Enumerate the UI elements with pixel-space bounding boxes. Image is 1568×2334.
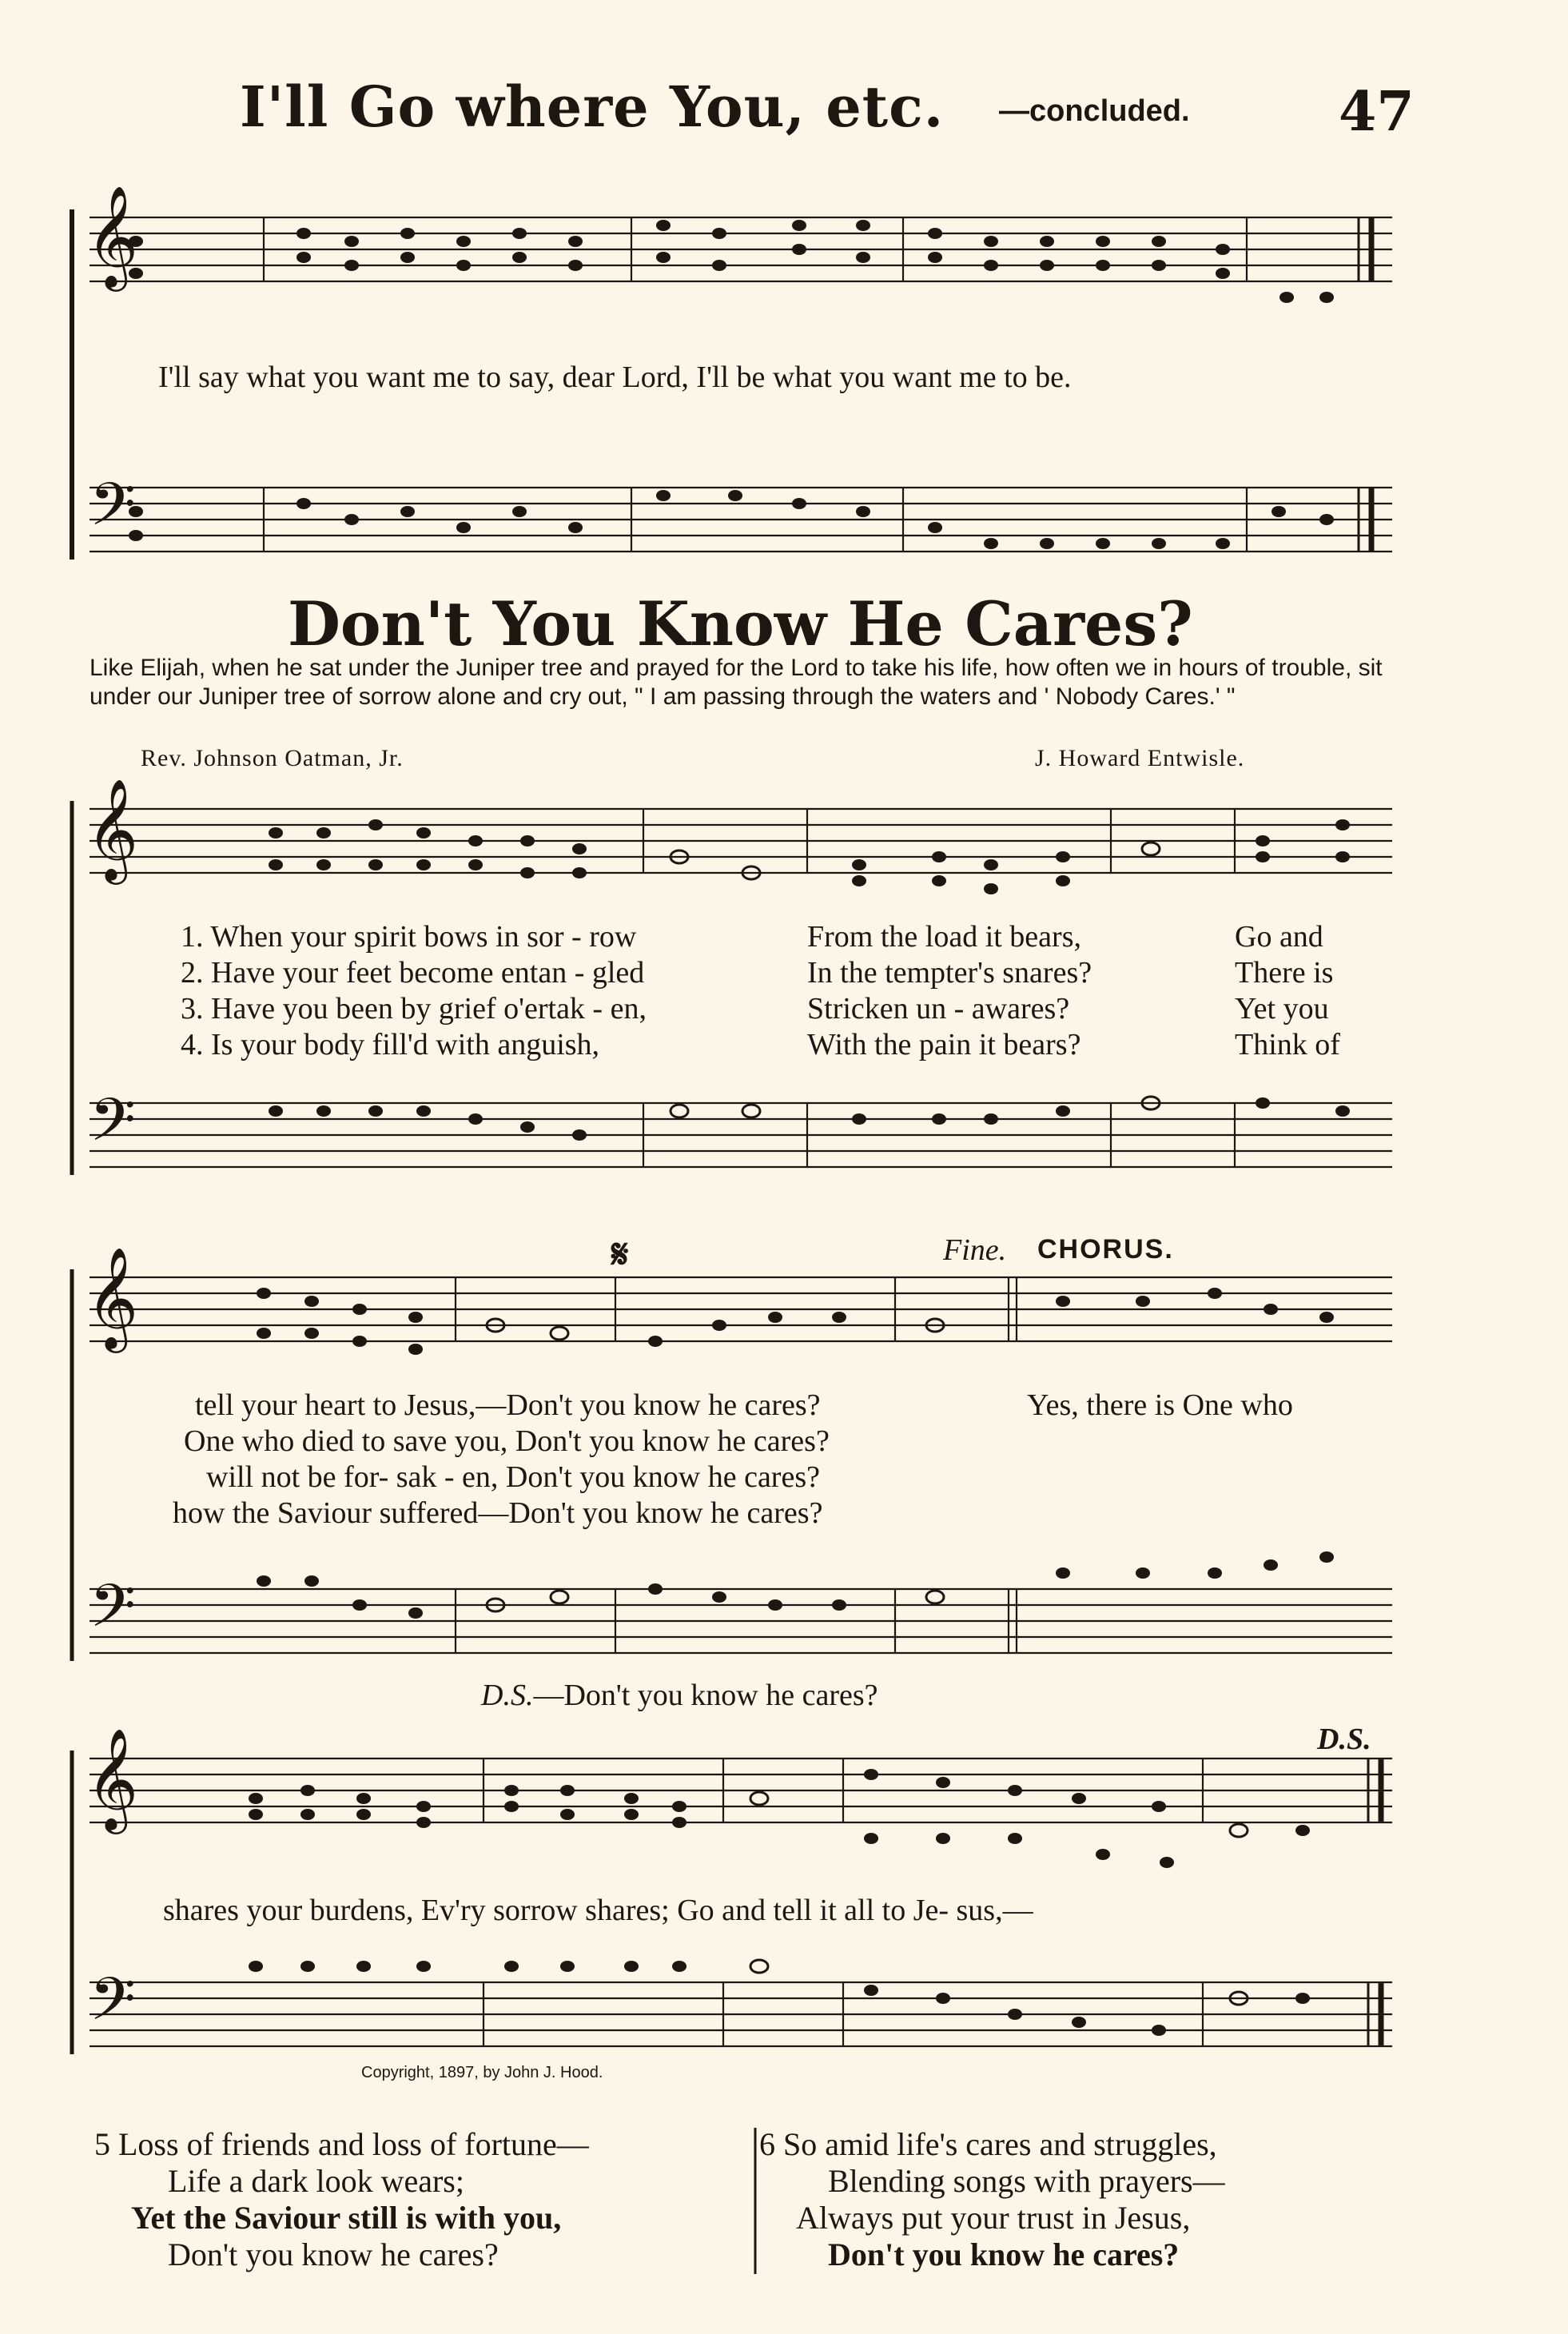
staff-system-2-treble xyxy=(90,1277,1392,1341)
bass-clef-2: 𝄢 xyxy=(90,1571,136,1655)
words-credit: Rev. Johnson Oatman, Jr. xyxy=(141,745,404,771)
verse-line: Go and xyxy=(1235,920,1323,954)
verse-line: Think of xyxy=(1235,1028,1340,1061)
bass-clef-1: 𝄢 xyxy=(90,1085,136,1169)
stanza-line: Blending songs with prayers— xyxy=(828,2163,1225,2199)
verse-line: 2. Have your feet become entan - gled xyxy=(181,956,645,990)
page-number: 47 xyxy=(1339,80,1415,144)
treble-clef-0: 𝄞 xyxy=(86,185,139,287)
stanza-line: Life a dark look wears; xyxy=(168,2163,464,2199)
verse-lines-col2 xyxy=(807,919,1092,1063)
stanza-6 xyxy=(759,2126,1225,2273)
chorus-start-lyric: Yes, there is One who xyxy=(1027,1388,1293,1422)
verse-line: With the pain it bears? xyxy=(807,1028,1081,1061)
verse-line: tell your heart to Jesus,—Don't you know he cares? xyxy=(195,1388,821,1422)
fine-marking: Fine. xyxy=(943,1233,1007,1267)
bass-clef-0: 𝄢 xyxy=(90,470,136,554)
stanza-line: Don't you know he cares? xyxy=(828,2236,1180,2272)
stanza-line: Always put your trust in Jesus, xyxy=(796,2200,1191,2236)
verse-line: In the tempter's snares? xyxy=(807,956,1092,990)
verse-line: will not be for- sak - en, Don't you know he cares? xyxy=(206,1460,820,1494)
treble-clef-3: 𝄞 xyxy=(86,1727,139,1830)
verse-lines-col3 xyxy=(1235,919,1340,1063)
chorus-label: CHORUS. xyxy=(1037,1234,1174,1265)
stanza-number: 5 xyxy=(94,2126,110,2162)
page-header-suffix: —concluded. xyxy=(999,94,1190,128)
verse-line: Yet you xyxy=(1235,992,1329,1026)
copyright-notice: Copyright, 1897, by John J. Hood. xyxy=(361,2064,603,2081)
prev-song-lyric: I'll say what you want me to say, dear Lord, I'll be what you want me to be. xyxy=(158,360,1072,394)
page-header-title: I'll Go where You, etc. xyxy=(240,74,945,140)
verse-line: 1. When your spirit bows in sor - row xyxy=(181,920,637,954)
ds-end-marking: D.S. xyxy=(1317,1723,1371,1756)
verse-line: 3. Have you been by grief o'ertak - en, xyxy=(181,992,647,1026)
verse-line: One who died to save you, Don't you know he cares? xyxy=(184,1424,830,1458)
verse-line: From the load it bears, xyxy=(807,920,1081,954)
song-intro-note: Like Elijah, when he sat under the Juniper tree and prayed for the Lord to take his life, how often we in hours of trouble, sit under our Juniper tree of sorrow alone and cry out, " I am passing through the waters and ' Nobody Cares.' " xyxy=(90,655,1383,710)
ds-line xyxy=(481,1677,878,1713)
segno-sign: 𝄋 xyxy=(611,1231,629,1277)
stanza-5 xyxy=(94,2126,589,2273)
ds-line-text: —Don't you know he cares? xyxy=(533,1679,878,1712)
bass-clef-3: 𝄢 xyxy=(90,1965,136,2049)
stanza-line: So amid life's cares and struggles, xyxy=(783,2126,1217,2162)
treble-clef-2: 𝄞 xyxy=(86,1246,139,1348)
staff-system-3-treble xyxy=(90,1758,1392,1822)
stanza-line: Don't you know he cares? xyxy=(168,2236,499,2272)
song-title: Don't You Know He Cares? xyxy=(288,588,1193,659)
stanza-line: Loss of friends and loss of fortune— xyxy=(118,2126,589,2162)
verse-line: how the Saviour suffered—Don't you know he cares? xyxy=(173,1496,823,1530)
verse-lines-col1 xyxy=(181,919,647,1063)
ds-line-label: D.S. xyxy=(481,1679,534,1712)
stanza-number: 6 xyxy=(759,2126,775,2162)
verse-lines-part2 xyxy=(165,1388,830,1531)
verse-line: There is xyxy=(1235,956,1334,990)
verse-line: 4. Is your body fill'd with anguish, xyxy=(181,1028,600,1061)
treble-clef-1: 𝄞 xyxy=(86,778,139,880)
stanza-line: Yet the Saviour still is with you, xyxy=(131,2200,562,2236)
music-credit: J. Howard Entwisle. xyxy=(1035,745,1245,771)
chorus-lyric: shares your burdens, Ev'ry sorrow shares; Go and tell it all to Je- sus,— xyxy=(163,1894,1033,1927)
staff-system-1-treble xyxy=(90,809,1392,873)
verse-line: Stricken un - awares? xyxy=(807,992,1070,1026)
